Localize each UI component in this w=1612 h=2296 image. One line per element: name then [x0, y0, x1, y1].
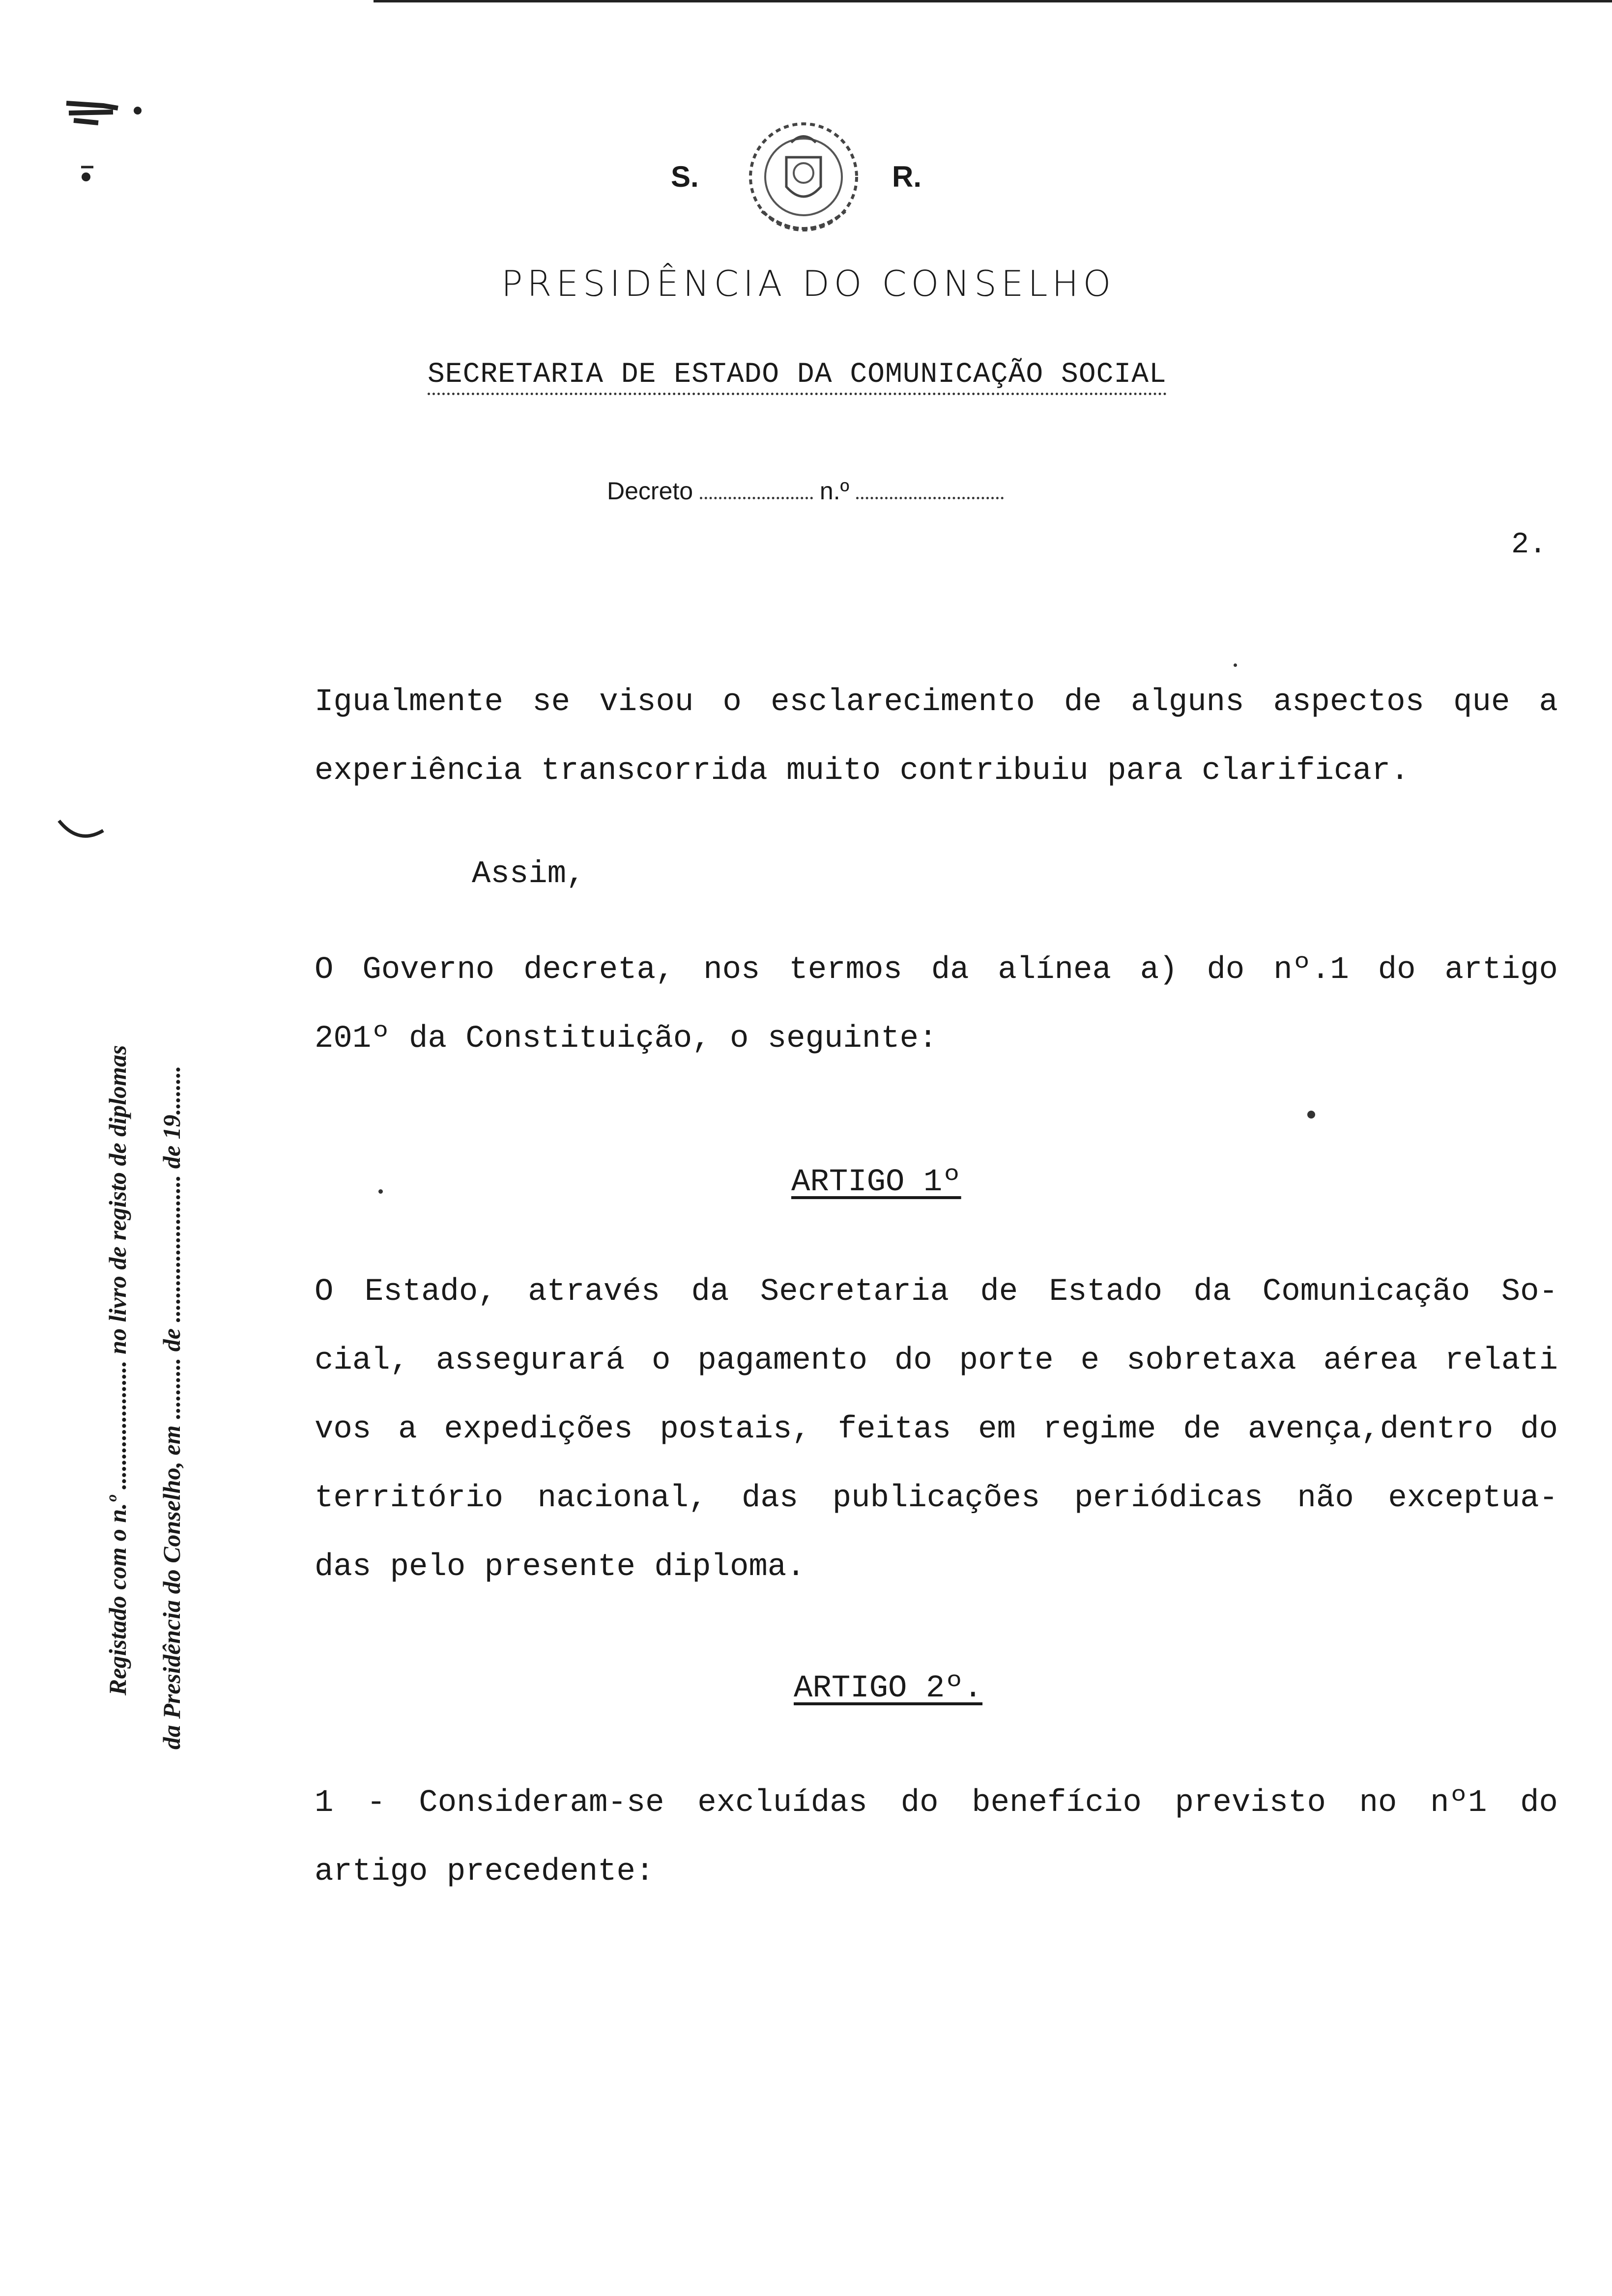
word: a — [398, 1412, 417, 1447]
number-label: n.º — [819, 477, 849, 505]
artigo-1-line-1 — [315, 1258, 1558, 1326]
word: Igualmente — [315, 685, 504, 720]
word: excluídas — [697, 1785, 867, 1821]
word: Governo — [362, 952, 495, 988]
word: de — [1183, 1412, 1221, 1447]
governo-line-2: 201º da Constituição, o seguinte: — [315, 1021, 938, 1057]
word: publicações — [832, 1481, 1040, 1516]
word: nº1 — [1430, 1785, 1487, 1821]
artigo-2-heading: ARTIGO 2º. — [794, 1671, 983, 1706]
word: Estado, — [364, 1274, 497, 1310]
word: no — [1359, 1785, 1397, 1821]
word: 1 — [315, 1785, 334, 1821]
word: sobretaxa — [1126, 1343, 1296, 1378]
word: o — [722, 685, 742, 720]
artigo-1-heading: ARTIGO 1º — [791, 1165, 961, 1200]
word: da — [931, 952, 969, 988]
department-subtitle-text: SECRETARIA DE ESTADO DA COMUNICAÇÃO SOCIAL — [428, 359, 1167, 395]
word: através — [528, 1274, 661, 1310]
word: nos — [703, 952, 760, 988]
word: aérea — [1323, 1343, 1418, 1378]
word: benefício — [972, 1785, 1142, 1821]
word: expedições — [444, 1412, 633, 1447]
word: porte — [959, 1343, 1054, 1378]
word: postais, — [660, 1412, 811, 1447]
word: de — [1064, 685, 1102, 720]
word: assegurará — [435, 1343, 625, 1378]
word: das — [741, 1481, 799, 1516]
top-border-line — [374, 0, 1612, 2]
word: em — [978, 1412, 1016, 1447]
scan-speck — [1307, 1111, 1315, 1119]
intro-line-2: experiência transcorrida muito contribuiu para clarificar. — [315, 753, 1410, 789]
word: nacional, — [537, 1481, 708, 1516]
seal-left-letter: S. — [671, 160, 699, 193]
word: território — [315, 1481, 504, 1516]
coat-of-arms-icon — [732, 113, 875, 251]
word: termos — [789, 952, 902, 988]
word: alínea — [998, 952, 1111, 988]
department-subtitle — [428, 359, 1167, 391]
word: nº.1 — [1273, 952, 1349, 988]
word: - — [367, 1785, 386, 1821]
word: previsto — [1175, 1785, 1326, 1821]
word: So- — [1501, 1274, 1558, 1310]
word: aspectos — [1273, 685, 1424, 720]
word: feitas — [837, 1412, 951, 1447]
word: de — [980, 1274, 1018, 1310]
scan-speck — [378, 1189, 383, 1194]
page-title: PRESIDÊNCIA DO CONSELHO — [501, 263, 1116, 304]
word: do — [1520, 1412, 1558, 1447]
artigo-1-line-2 — [315, 1327, 1558, 1395]
margin-registration-date: da Presidência do Conselho, em .......... de ........................ de 19........ — [158, 1065, 185, 1750]
word: da — [691, 1274, 729, 1310]
intro-line-1 — [315, 668, 1558, 736]
word: esclarecimento — [771, 685, 1035, 720]
word: visou — [599, 685, 694, 720]
decree-number-line — [607, 477, 1004, 505]
decree-blank — [700, 477, 813, 499]
word: da — [1193, 1274, 1232, 1310]
word: decreta, — [523, 952, 675, 988]
word: não — [1297, 1481, 1354, 1516]
word: O — [315, 952, 334, 988]
word: Consideram-se — [419, 1785, 664, 1821]
word: Estado — [1049, 1274, 1163, 1310]
artigo-1-line-5: das pelo presente diploma. — [315, 1550, 806, 1585]
word: se — [532, 685, 571, 720]
ink-mark-icon — [59, 93, 167, 206]
artigo-2-line-1 — [315, 1769, 1558, 1837]
word: pagamento — [697, 1343, 867, 1378]
assim-text: Assim, — [472, 857, 585, 892]
word: do — [900, 1785, 939, 1821]
word: do — [1207, 952, 1245, 988]
word: e — [1080, 1343, 1100, 1378]
word: a) — [1140, 952, 1178, 988]
word: artigo — [1444, 952, 1558, 988]
word: periódicas — [1074, 1481, 1263, 1516]
seal-right-letter: R. — [892, 160, 921, 193]
word: do — [894, 1343, 932, 1378]
word: alguns — [1131, 685, 1244, 720]
word: O — [315, 1274, 334, 1310]
word: a — [1539, 685, 1558, 720]
scan-speck — [1234, 663, 1237, 667]
artigo-1-line-3 — [315, 1396, 1558, 1464]
word: Comunicação — [1262, 1274, 1470, 1310]
artigo-2-line-2: artigo precedente: — [315, 1854, 655, 1890]
word: exceptua- — [1388, 1481, 1558, 1516]
word: avença,dentro — [1247, 1412, 1494, 1447]
word: o — [651, 1343, 671, 1378]
word: relati — [1444, 1343, 1558, 1378]
word: do — [1378, 952, 1416, 988]
artigo-1-line-4 — [315, 1464, 1558, 1532]
margin-registration-note: Registado com o n.º ..................... no livro de registo de diplomas — [104, 1045, 131, 1695]
governo-line-1 — [315, 936, 1558, 1004]
number-blank — [856, 477, 1004, 499]
page-number: 2. — [1511, 528, 1547, 562]
word: vos — [315, 1412, 372, 1447]
word: que — [1453, 685, 1510, 720]
word: Secretaria — [760, 1274, 949, 1310]
bracket-mark-icon — [54, 816, 108, 850]
word: cial, — [315, 1343, 409, 1378]
word: do — [1520, 1785, 1558, 1821]
word: regime — [1042, 1412, 1156, 1447]
decree-label: Decreto — [607, 477, 693, 505]
